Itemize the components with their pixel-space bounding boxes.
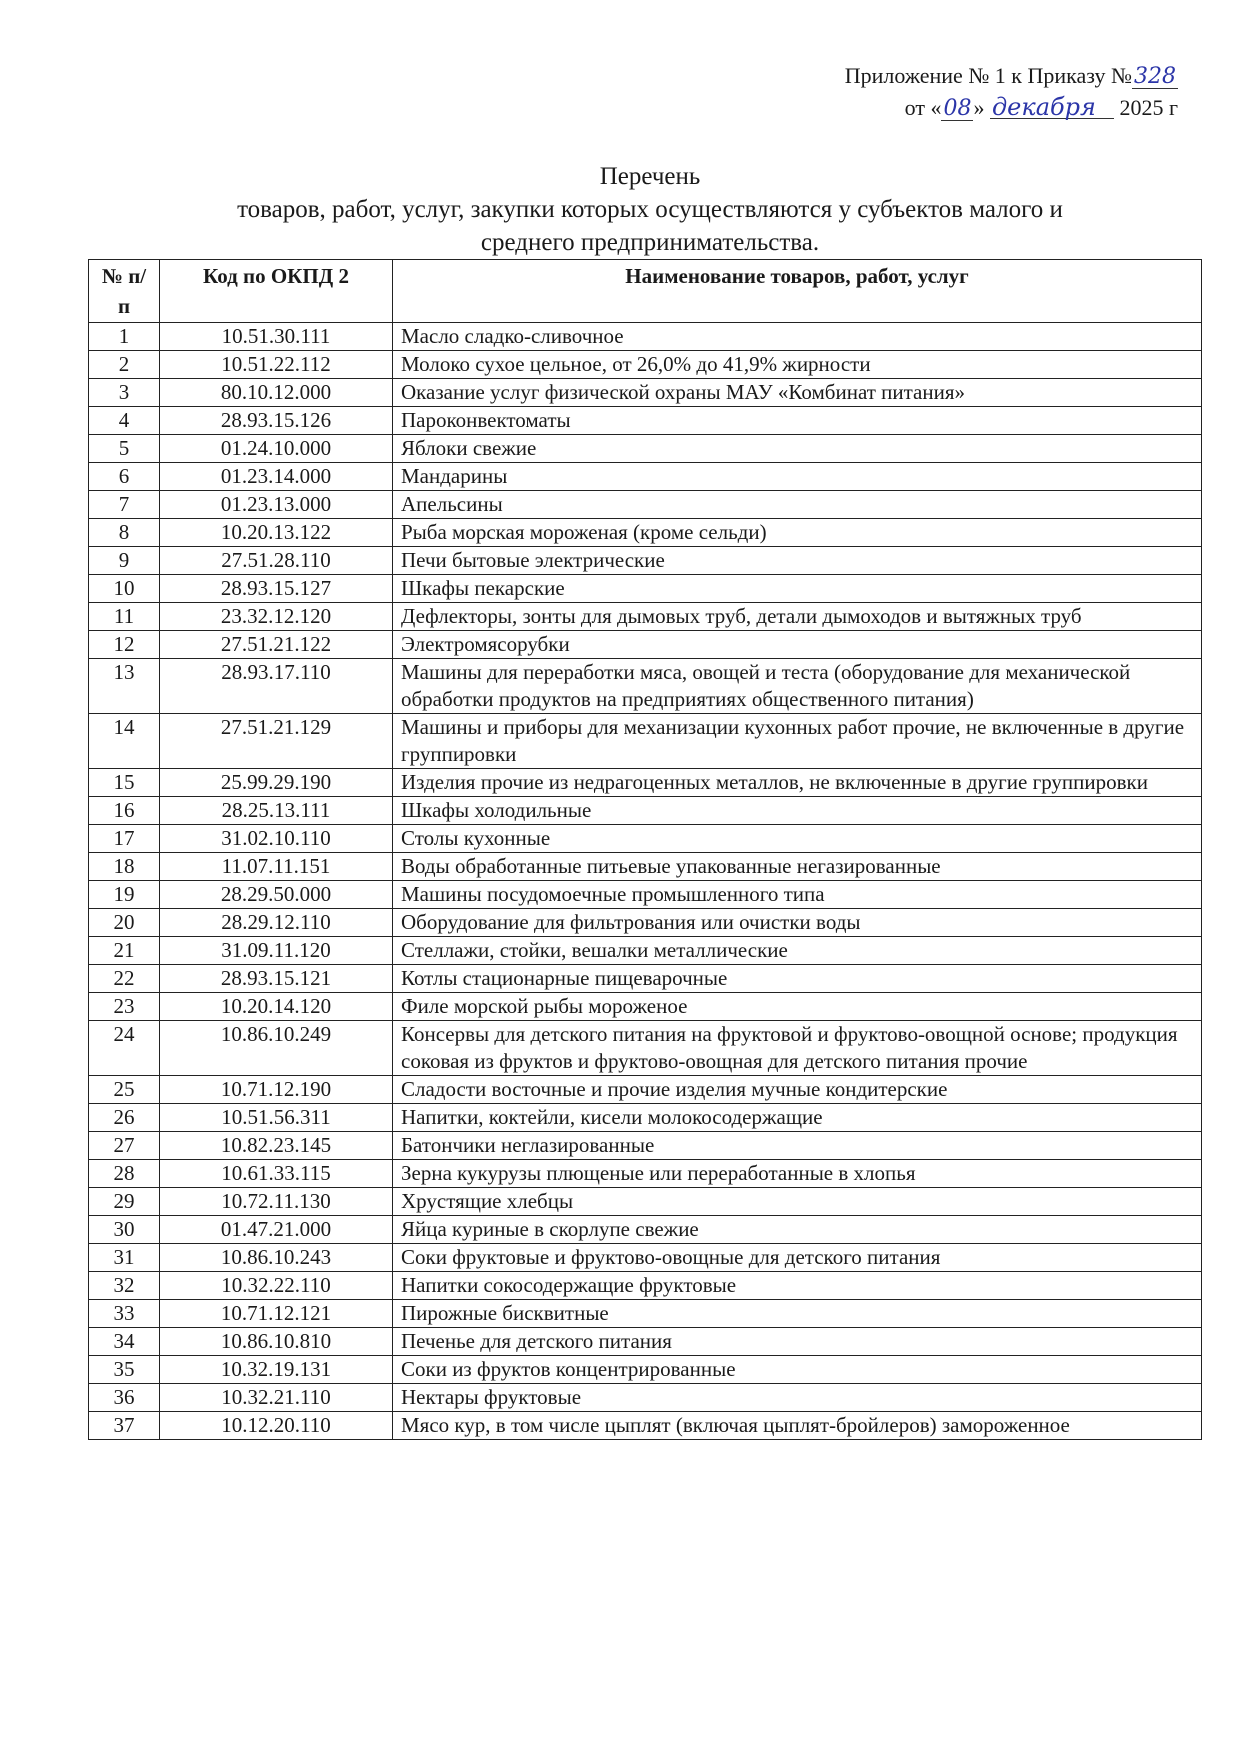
row-number-cell: 6 bbox=[89, 463, 160, 491]
row-number-cell: 4 bbox=[89, 407, 160, 435]
item-name-cell: Пароконвектоматы bbox=[393, 407, 1202, 435]
item-name-cell: Соки фруктовые и фруктово-овощные для детского питания bbox=[393, 1244, 1202, 1272]
table-row bbox=[89, 491, 1202, 519]
table-row bbox=[89, 965, 1202, 993]
table-row bbox=[89, 323, 1202, 351]
item-name-cell: Машины для переработки мяса, овощей и теста (оборудование для механической обработки продуктов на предприятиях общественного питания) bbox=[393, 659, 1202, 714]
okpd2-code-cell: 10.71.12.190 bbox=[160, 1076, 393, 1104]
table-row bbox=[89, 435, 1202, 463]
item-name-cell: Яйца куриные в скорлупе свежие bbox=[393, 1216, 1202, 1244]
row-number-cell: 18 bbox=[89, 853, 160, 881]
title-line-2: товаров, работ, услуг, закупки которых осуществляются у субъектов малого и bbox=[237, 196, 1063, 223]
item-name-cell: Воды обработанные питьевые упакованные негазированные bbox=[393, 853, 1202, 881]
okpd2-code-cell: 10.86.10.243 bbox=[160, 1244, 393, 1272]
item-name-cell: Дефлекторы, зонты для дымовых труб, детали дымоходов и вытяжных труб bbox=[393, 603, 1202, 631]
table-row bbox=[89, 407, 1202, 435]
item-name-cell: Сладости восточные и прочие изделия мучные кондитерские bbox=[393, 1076, 1202, 1104]
item-name-cell: Машины и приборы для механизации кухонных работ прочие, не включенные в другие группировки bbox=[393, 714, 1202, 769]
item-name-cell: Изделия прочие из недрагоценных металлов, не включенные в другие группировки bbox=[393, 769, 1202, 797]
okpd2-code-cell: 10.86.10.810 bbox=[160, 1328, 393, 1356]
okpd2-code-cell: 28.29.12.110 bbox=[160, 909, 393, 937]
okpd2-code-cell: 10.51.22.112 bbox=[160, 351, 393, 379]
okpd2-code-cell: 28.93.15.121 bbox=[160, 965, 393, 993]
table-row bbox=[89, 1272, 1202, 1300]
item-name-cell: Зерна кукурузы плющеные или переработанные в хлопья bbox=[393, 1160, 1202, 1188]
okpd2-code-cell: 10.32.22.110 bbox=[160, 1272, 393, 1300]
row-number-cell: 28 bbox=[89, 1160, 160, 1188]
okpd2-code-cell: 23.32.12.120 bbox=[160, 603, 393, 631]
okpd2-code-cell: 28.93.15.127 bbox=[160, 575, 393, 603]
okpd2-code-cell: 27.51.21.129 bbox=[160, 714, 393, 769]
row-number-cell: 24 bbox=[89, 1021, 160, 1076]
okpd2-code-cell: 10.61.33.115 bbox=[160, 1160, 393, 1188]
row-number-cell: 33 bbox=[89, 1300, 160, 1328]
row-number-cell: 32 bbox=[89, 1272, 160, 1300]
row-number-cell: 26 bbox=[89, 1104, 160, 1132]
title-line-3: среднего предпринимательства. bbox=[480, 229, 820, 256]
item-name-cell: Печи бытовые электрические bbox=[393, 547, 1202, 575]
okpd2-code-cell: 28.29.50.000 bbox=[160, 881, 393, 909]
row-number-cell: 36 bbox=[89, 1384, 160, 1412]
item-name-cell: Шкафы холодильные bbox=[393, 797, 1202, 825]
okpd2-code-cell: 31.09.11.120 bbox=[160, 937, 393, 965]
item-name-cell: Мандарины bbox=[393, 463, 1202, 491]
row-number-cell: 25 bbox=[89, 1076, 160, 1104]
table-row bbox=[89, 1356, 1202, 1384]
table-row bbox=[89, 1412, 1202, 1440]
row-number-cell: 7 bbox=[89, 491, 160, 519]
table-row bbox=[89, 1160, 1202, 1188]
row-number-cell: 1 bbox=[89, 323, 160, 351]
item-name-cell: Яблоки свежие bbox=[393, 435, 1202, 463]
row-number-cell: 11 bbox=[89, 603, 160, 631]
row-number-cell: 5 bbox=[89, 435, 160, 463]
date-month-handwritten: декабря bbox=[990, 96, 1114, 119]
row-number-cell: 22 bbox=[89, 965, 160, 993]
row-number-cell: 35 bbox=[89, 1356, 160, 1384]
row-number-cell: 23 bbox=[89, 993, 160, 1021]
okpd2-code-cell: 28.93.17.110 bbox=[160, 659, 393, 714]
item-name-cell: Соки из фруктов концентрированные bbox=[393, 1356, 1202, 1384]
item-name-cell: Мясо кур, в том числе цыплят (включая цыплят-бройлеров) замороженное bbox=[393, 1412, 1202, 1440]
item-name-cell: Оказание услуг физической охраны МАУ «Комбинат питания» bbox=[393, 379, 1202, 407]
table-row bbox=[89, 1244, 1202, 1272]
date-quote-close: » bbox=[973, 95, 985, 120]
table-row bbox=[89, 1216, 1202, 1244]
item-name-cell: Батончики неглазированные bbox=[393, 1132, 1202, 1160]
table-row bbox=[89, 379, 1202, 407]
column-header-num: № п/п bbox=[89, 260, 160, 323]
table-row bbox=[89, 1188, 1202, 1216]
table-row bbox=[89, 825, 1202, 853]
table-row bbox=[89, 797, 1202, 825]
row-number-cell: 34 bbox=[89, 1328, 160, 1356]
okpd2-code-cell: 11.07.11.151 bbox=[160, 853, 393, 881]
table-header-row bbox=[89, 260, 1202, 323]
okpd2-code-cell: 10.32.21.110 bbox=[160, 1384, 393, 1412]
row-number-cell: 13 bbox=[89, 659, 160, 714]
item-name-cell: Молоко сухое цельное, от 26,0% до 41,9% жирности bbox=[393, 351, 1202, 379]
table-row bbox=[89, 1021, 1202, 1076]
item-name-cell: Масло сладко-сливочное bbox=[393, 323, 1202, 351]
table-row bbox=[89, 714, 1202, 769]
date-prefix: от « bbox=[904, 95, 942, 120]
item-name-cell: Апельсины bbox=[393, 491, 1202, 519]
appendix-label: Приложение № 1 к Приказу № bbox=[844, 63, 1132, 88]
okpd2-code-cell: 10.71.12.121 bbox=[160, 1300, 393, 1328]
table-row bbox=[89, 937, 1202, 965]
date-day-handwritten: 08 bbox=[943, 96, 972, 121]
appendix-line bbox=[845, 60, 1178, 92]
row-number-cell: 37 bbox=[89, 1412, 160, 1440]
row-number-cell: 2 bbox=[89, 351, 160, 379]
item-name-cell: Нектары фруктовые bbox=[393, 1384, 1202, 1412]
column-header-name: Наименование товаров, работ, услуг bbox=[393, 260, 1202, 323]
okpd2-code-cell: 10.51.30.111 bbox=[160, 323, 393, 351]
column-header-code: Код по ОКПД 2 bbox=[160, 260, 393, 323]
table-row bbox=[89, 547, 1202, 575]
table-row bbox=[89, 519, 1202, 547]
table-row bbox=[89, 631, 1202, 659]
row-number-cell: 21 bbox=[89, 937, 160, 965]
date-line bbox=[845, 92, 1178, 124]
item-name-cell: Электромясорубки bbox=[393, 631, 1202, 659]
table-body bbox=[89, 323, 1202, 1440]
okpd2-code-cell: 10.86.10.249 bbox=[160, 1021, 393, 1076]
table-row bbox=[89, 1328, 1202, 1356]
row-number-cell: 20 bbox=[89, 909, 160, 937]
item-name-cell: Пирожные бисквитные bbox=[393, 1300, 1202, 1328]
table-row bbox=[89, 1384, 1202, 1412]
okpd2-code-cell: 10.51.56.311 bbox=[160, 1104, 393, 1132]
item-name-cell: Напитки, коктейли, кисели молокосодержащие bbox=[393, 1104, 1202, 1132]
okpd2-code-cell: 28.25.13.111 bbox=[160, 797, 393, 825]
row-number-cell: 19 bbox=[89, 881, 160, 909]
item-name-cell: Напитки сокосодержащие фруктовые bbox=[393, 1272, 1202, 1300]
okpd2-code-cell: 01.24.10.000 bbox=[160, 435, 393, 463]
okpd2-code-cell: 01.23.13.000 bbox=[160, 491, 393, 519]
item-name-cell: Стеллажи, стойки, вешалки металлические bbox=[393, 937, 1202, 965]
okpd2-code-cell: 31.02.10.110 bbox=[160, 825, 393, 853]
order-number-handwritten: 328 bbox=[1134, 64, 1176, 89]
okpd2-code-cell: 80.10.12.000 bbox=[160, 379, 393, 407]
row-number-cell: 27 bbox=[89, 1132, 160, 1160]
okpd2-code-cell: 28.93.15.126 bbox=[160, 407, 393, 435]
item-name-cell: Филе морской рыбы мороженое bbox=[393, 993, 1202, 1021]
item-name-cell: Консервы для детского питания на фруктовой и фруктово-овощной основе; продукция соковая из фруктов и фруктово-овощная для детского питания прочие bbox=[393, 1021, 1202, 1076]
okpd2-code-cell: 25.99.29.190 bbox=[160, 769, 393, 797]
table-row bbox=[89, 351, 1202, 379]
table-row bbox=[89, 853, 1202, 881]
row-number-cell: 29 bbox=[89, 1188, 160, 1216]
okpd2-code-cell: 01.47.21.000 bbox=[160, 1216, 393, 1244]
row-number-cell: 9 bbox=[89, 547, 160, 575]
item-name-cell: Столы кухонные bbox=[393, 825, 1202, 853]
table-row bbox=[89, 1104, 1202, 1132]
okpd2-code-cell: 10.20.13.122 bbox=[160, 519, 393, 547]
goods-list-table bbox=[88, 259, 1202, 1440]
table-row bbox=[89, 1076, 1202, 1104]
table-row bbox=[89, 909, 1202, 937]
row-number-cell: 14 bbox=[89, 714, 160, 769]
table-row bbox=[89, 881, 1202, 909]
okpd2-code-cell: 10.72.11.130 bbox=[160, 1188, 393, 1216]
okpd2-code-cell: 10.12.20.110 bbox=[160, 1412, 393, 1440]
table-row bbox=[89, 993, 1202, 1021]
row-number-cell: 12 bbox=[89, 631, 160, 659]
okpd2-code-cell: 01.23.14.000 bbox=[160, 463, 393, 491]
okpd2-code-cell: 27.51.28.110 bbox=[160, 547, 393, 575]
table-row bbox=[89, 769, 1202, 797]
document-title bbox=[150, 160, 1150, 259]
table-row bbox=[89, 463, 1202, 491]
row-number-cell: 8 bbox=[89, 519, 160, 547]
appendix-header bbox=[845, 60, 1178, 124]
row-number-cell: 3 bbox=[89, 379, 160, 407]
title-line-1: Перечень bbox=[599, 163, 701, 190]
item-name-cell: Котлы стационарные пищеварочные bbox=[393, 965, 1202, 993]
table-row bbox=[89, 575, 1202, 603]
table-row bbox=[89, 1300, 1202, 1328]
okpd2-code-cell: 27.51.21.122 bbox=[160, 631, 393, 659]
row-number-cell: 17 bbox=[89, 825, 160, 853]
okpd2-code-cell: 10.82.23.145 bbox=[160, 1132, 393, 1160]
table-row bbox=[89, 603, 1202, 631]
item-name-cell: Оборудование для фильтрования или очистки воды bbox=[393, 909, 1202, 937]
okpd2-code-cell: 10.32.19.131 bbox=[160, 1356, 393, 1384]
table-row bbox=[89, 1132, 1202, 1160]
item-name-cell: Печенье для детского питания bbox=[393, 1328, 1202, 1356]
item-name-cell: Рыба морская мороженая (кроме сельди) bbox=[393, 519, 1202, 547]
row-number-cell: 16 bbox=[89, 797, 160, 825]
row-number-cell: 31 bbox=[89, 1244, 160, 1272]
item-name-cell: Шкафы пекарские bbox=[393, 575, 1202, 603]
row-number-cell: 15 bbox=[89, 769, 160, 797]
row-number-cell: 10 bbox=[89, 575, 160, 603]
item-name-cell: Машины посудомоечные промышленного типа bbox=[393, 881, 1202, 909]
item-name-cell: Хрустящие хлебцы bbox=[393, 1188, 1202, 1216]
okpd2-code-cell: 10.20.14.120 bbox=[160, 993, 393, 1021]
row-number-cell: 30 bbox=[89, 1216, 160, 1244]
table-row bbox=[89, 659, 1202, 714]
date-year: 2025 г bbox=[1119, 95, 1178, 120]
